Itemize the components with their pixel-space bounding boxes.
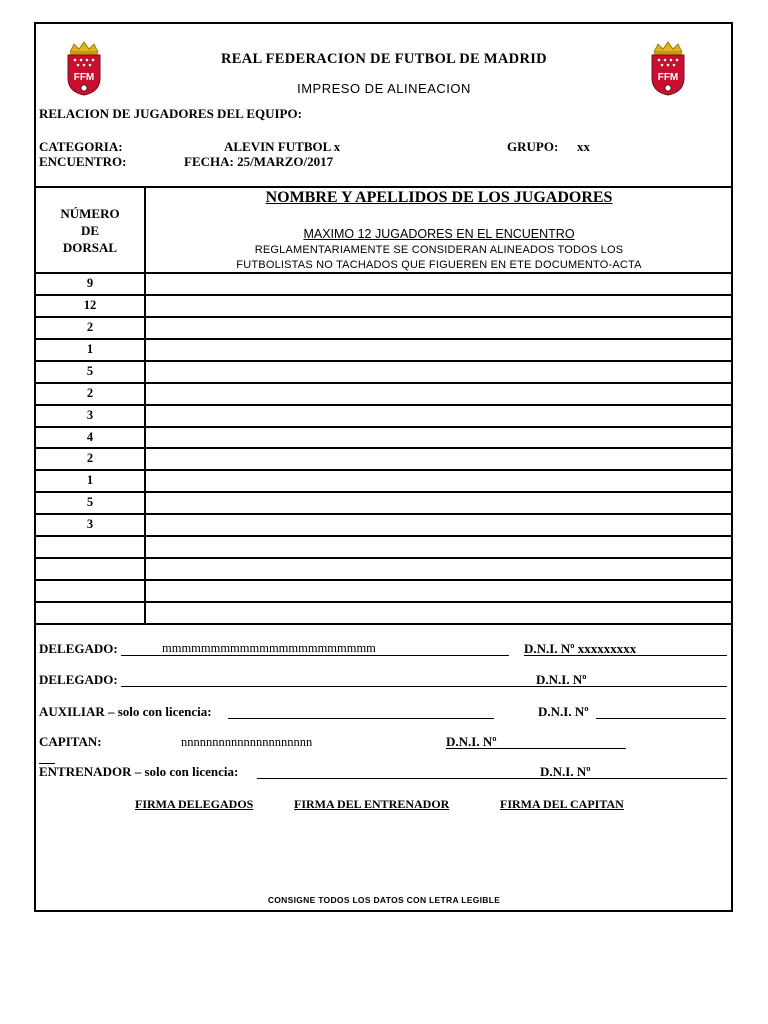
dorsal-cell: 9 [86, 276, 94, 290]
dorsal-cell: 2 [86, 451, 94, 465]
player-name-cell[interactable] [147, 514, 731, 533]
capitan-dni-line [446, 748, 626, 749]
delegado2-dni-label: D.N.I. Nº [536, 672, 587, 687]
encuentro-label: ENCUENTRO: [39, 154, 127, 169]
player-name-cell[interactable] [147, 383, 731, 402]
capitan-label: CAPITAN: [39, 734, 102, 749]
auxiliar-label: AUXILIAR – solo con licencia: [39, 704, 212, 719]
dorsal-cell: 5 [86, 364, 94, 378]
fecha-text: FECHA: 25/MARZO/2017 [184, 154, 334, 169]
categoria-label: CATEGORIA: [39, 139, 123, 154]
number-header: NÚMERO DE DORSAL [60, 206, 120, 255]
footer-note: CONSIGNE TODOS LOS DATOS CON LETRA LEGIBLE [267, 895, 501, 905]
player-name-cell[interactable] [147, 295, 731, 314]
dorsal-cell [36, 536, 144, 556]
firma-delegados: FIRMA DELEGADOS [135, 797, 254, 811]
player-name-cell[interactable] [147, 536, 731, 555]
player-name-cell[interactable] [147, 580, 731, 599]
max-players-note: MAXIMO 12 JUGADORES EN EL ENCUENTRO [303, 227, 575, 241]
player-name-cell[interactable] [147, 448, 731, 467]
dorsal-cell [36, 602, 144, 622]
dorsal-cell: 4 [86, 430, 94, 444]
delegado1-dni-line [524, 655, 727, 656]
player-name-cell[interactable] [147, 427, 731, 446]
grupo-value: xx [577, 139, 590, 154]
player-name-cell[interactable] [147, 558, 731, 577]
grupo-label: GRUPO: [507, 139, 559, 154]
player-name-cell[interactable] [147, 361, 731, 380]
svg-text:FFM: FFM [657, 72, 679, 83]
player-name-cell[interactable] [147, 339, 731, 358]
entrenador-dni-label: D.N.I. Nº [540, 764, 591, 779]
categoria-value: ALEVIN FUTBOL x [224, 139, 341, 154]
dorsal-cell [36, 558, 144, 578]
auxiliar-line [228, 718, 494, 719]
table-top-border [34, 186, 733, 188]
svg-text:FFM: FFM [73, 72, 95, 83]
player-name-cell[interactable] [147, 602, 731, 621]
firma-capitan: FIRMA DEL CAPITAN [500, 797, 624, 811]
delegado2-line [121, 686, 727, 687]
capitan-dni-label: D.N.I. Nº [446, 734, 497, 749]
delegado1-label: DELEGADO: [39, 641, 118, 656]
delegado1-value: mmmmmmmmmmmmmmmmmmmmmm [162, 641, 376, 655]
table-bottom-border [34, 623, 733, 625]
delegado1-dni-label: D.N.I. Nº xxxxxxxxx [524, 641, 637, 656]
form-title: IMPRESO DE ALINEACION [297, 81, 471, 96]
dorsal-cell: 3 [86, 408, 94, 422]
auxiliar-dni-line [596, 718, 726, 719]
capitan-value: nnnnnnnnnnnnnnnnnnnnn [181, 735, 313, 749]
dorsal-cell: 2 [86, 386, 94, 400]
dorsal-cell: 1 [86, 342, 94, 356]
names-header: NOMBRE Y APELLIDOS DE LOS JUGADORES [265, 189, 613, 206]
federation-title: REAL FEDERACION DE FUTBOL DE MADRID [221, 51, 547, 67]
player-name-cell[interactable] [147, 470, 731, 489]
auxiliar-dni-label: D.N.I. Nº [538, 704, 589, 719]
player-name-cell[interactable] [147, 492, 731, 511]
entrenador-label: ENTRENADOR – solo con licencia: [39, 764, 239, 779]
delegado2-label: DELEGADO: [39, 672, 118, 687]
dorsal-cell: 2 [86, 320, 94, 334]
dorsal-cell: 12 [83, 298, 97, 312]
entrenador-line [257, 778, 727, 779]
dorsal-cell [36, 580, 144, 600]
relacion-label: RELACION DE JUGADORES DEL EQUIPO: [39, 106, 302, 121]
dorsal-cell: 5 [86, 495, 94, 509]
player-name-cell[interactable] [147, 273, 731, 292]
player-name-cell[interactable] [147, 317, 731, 336]
player-name-cell[interactable] [147, 405, 731, 424]
firma-entrenador: FIRMA DEL ENTRENADOR [294, 797, 450, 811]
dorsal-cell: 3 [86, 517, 94, 531]
dorsal-cell: 1 [86, 473, 94, 487]
regulation-note: REGLAMENTARIAMENTE SE CONSIDERAN ALINEADOS TODOS LOS FUTBOLISTAS NO TACHADOS QUE FIGUEREN EN ETE DOCUMENTO-ACTA [236, 244, 642, 271]
